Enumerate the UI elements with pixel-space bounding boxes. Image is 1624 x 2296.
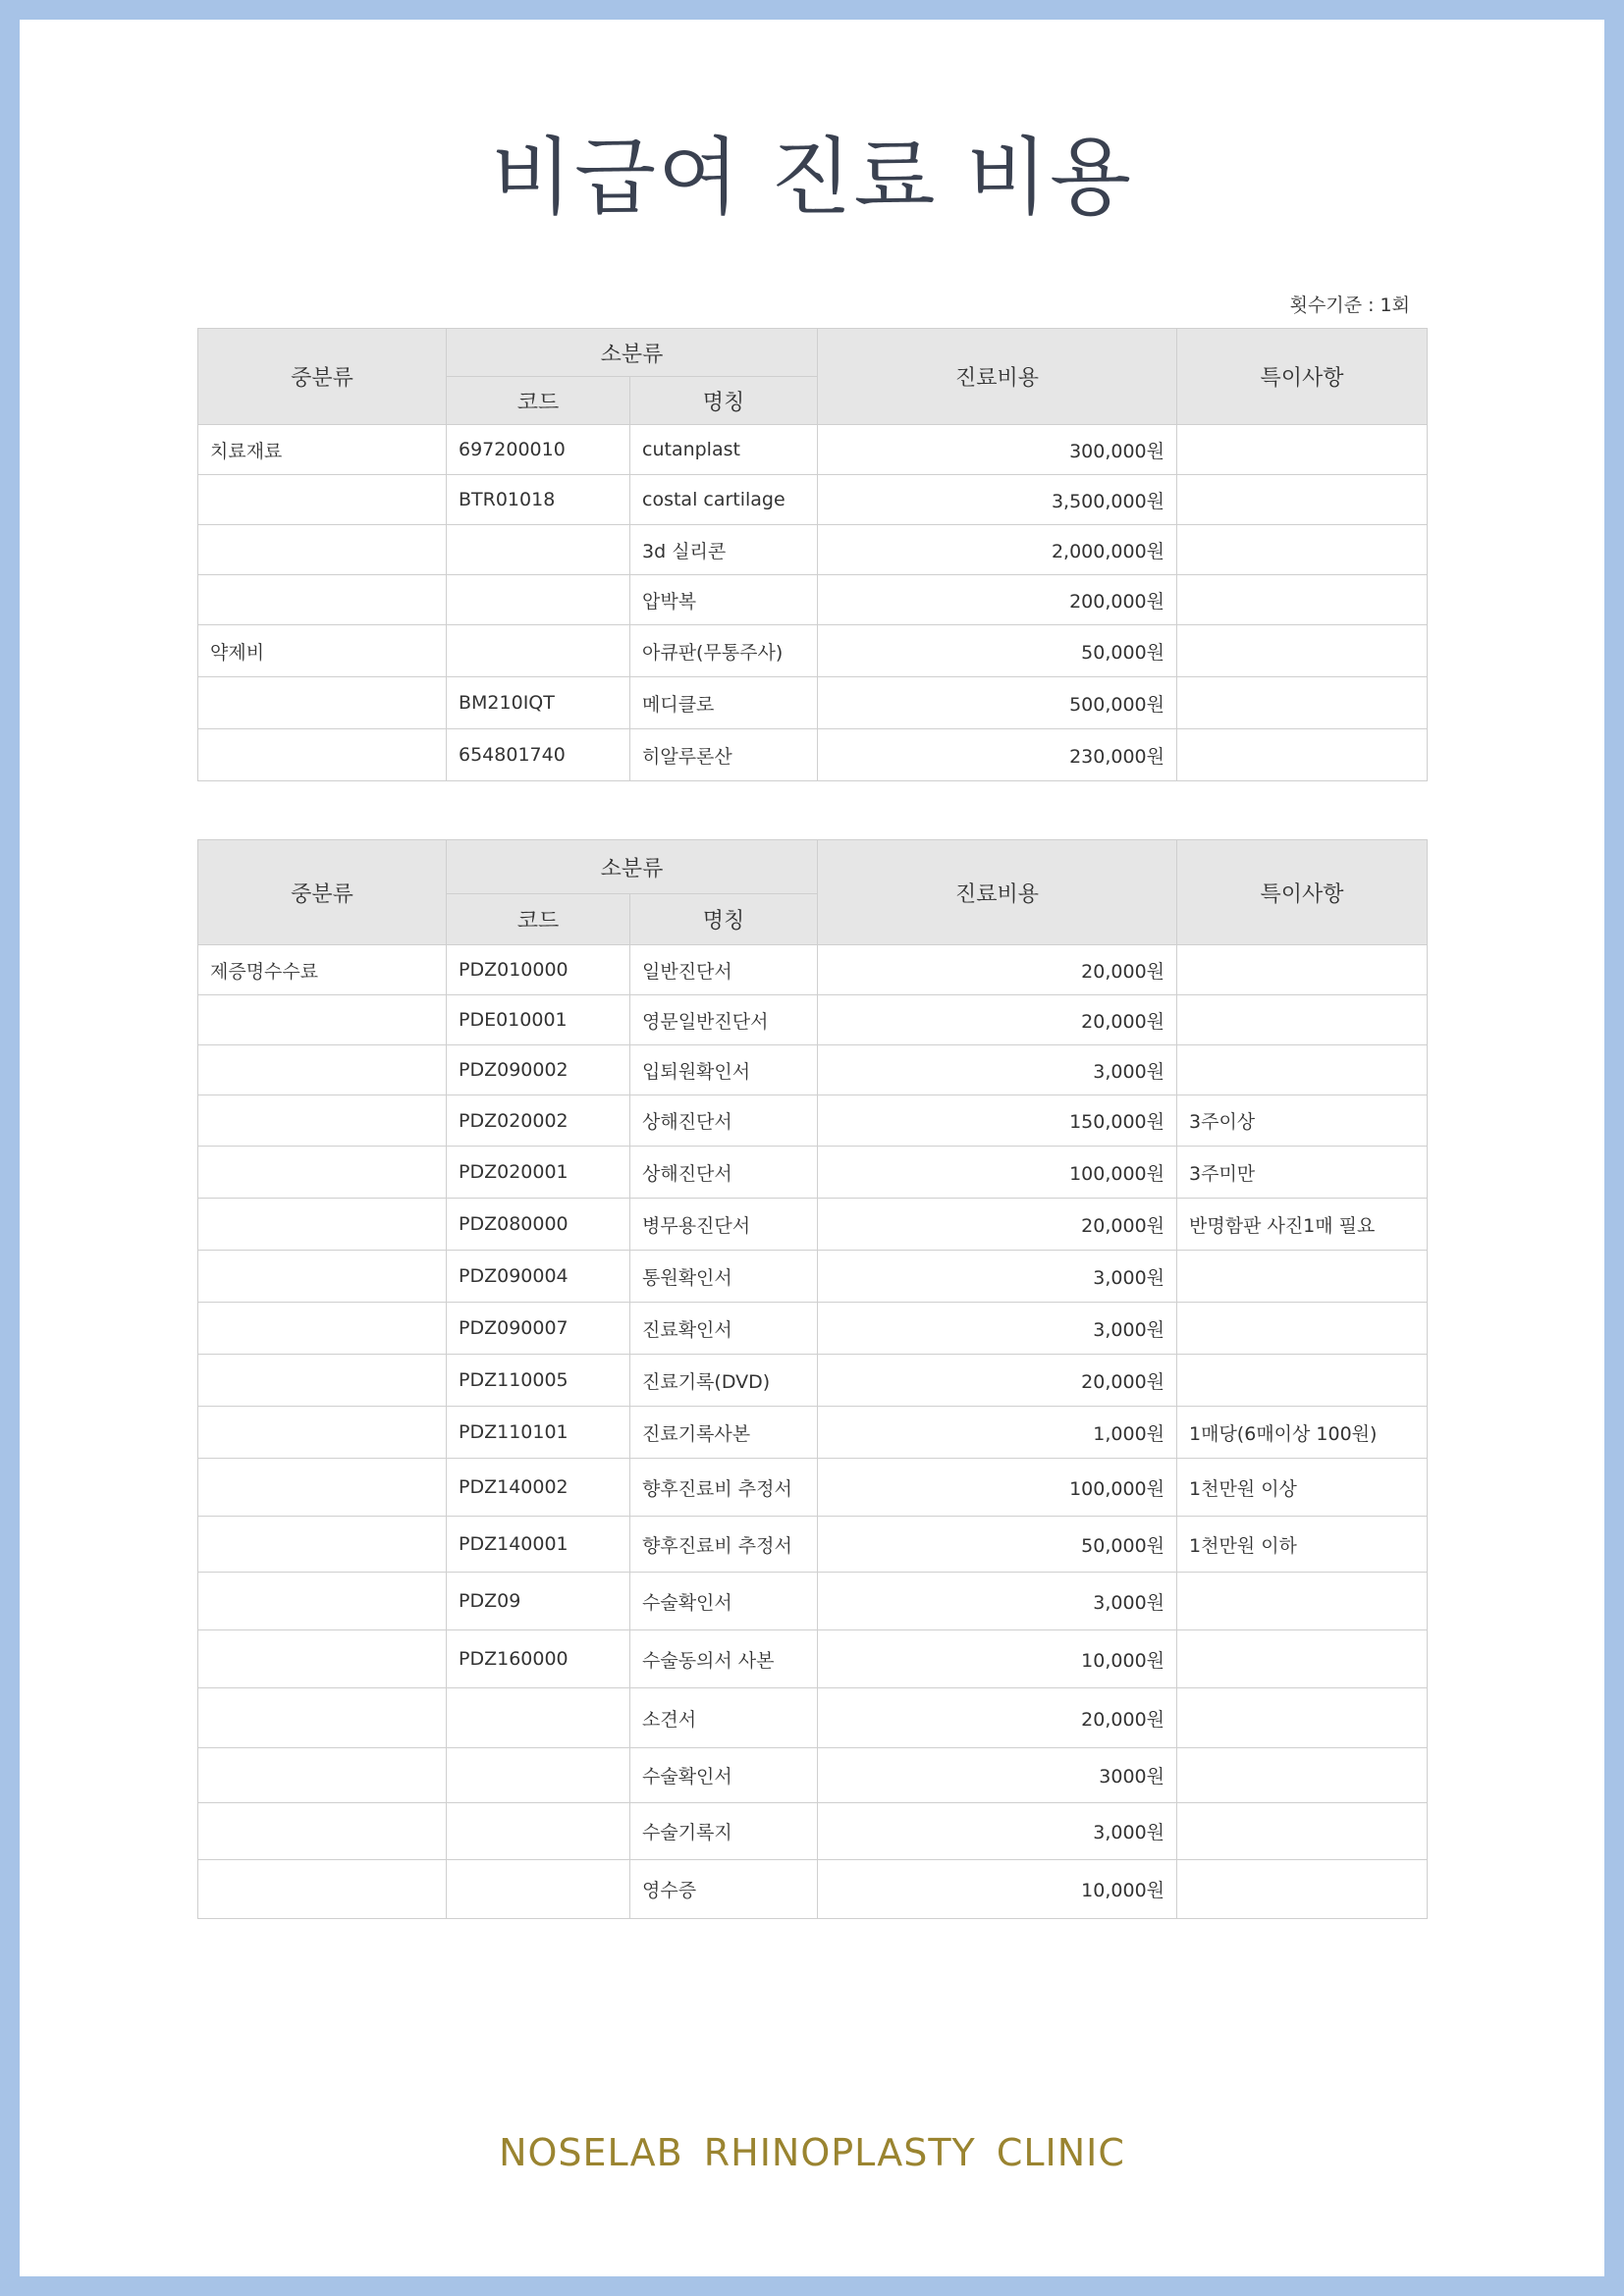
note-cell <box>1177 575 1428 625</box>
table-row <box>198 1688 1428 1748</box>
name-cell: 3d 실리콘 <box>630 525 818 575</box>
table-row <box>198 1860 1428 1919</box>
name-cell: 진료기록사본 <box>630 1407 818 1459</box>
code-cell: 697200010 <box>447 425 630 475</box>
header-note: 특이사항 <box>1177 840 1428 945</box>
code-cell: PDZ020001 <box>447 1147 630 1199</box>
header-note: 특이사항 <box>1177 329 1428 425</box>
code-cell <box>447 1860 630 1919</box>
count-basis-note: 횟수기준 : 1회 <box>1289 294 1410 316</box>
category-cell <box>198 1251 447 1303</box>
name-cell: 아큐판(무통주사) <box>630 625 818 677</box>
cost-cell: 10,000원 <box>818 1630 1177 1688</box>
code-cell: PDZ090002 <box>447 1045 630 1095</box>
name-cell: 영문일반진단서 <box>630 995 818 1045</box>
header-cost: 진료비용 <box>818 329 1177 425</box>
code-cell <box>447 525 630 575</box>
table-row <box>198 1573 1428 1630</box>
category-cell: 약제비 <box>198 625 447 677</box>
code-cell <box>447 1748 630 1803</box>
table-row <box>198 1355 1428 1407</box>
cost-cell: 3,000원 <box>818 1803 1177 1860</box>
header-code: 코드 <box>447 377 630 425</box>
name-cell: 통원확인서 <box>630 1251 818 1303</box>
category-cell <box>198 1860 447 1919</box>
note-cell <box>1177 1045 1428 1095</box>
name-cell: 수술확인서 <box>630 1748 818 1803</box>
code-cell: PDE010001 <box>447 995 630 1045</box>
code-cell: BTR01018 <box>447 475 630 525</box>
note-cell <box>1177 1355 1428 1407</box>
cost-cell: 10,000원 <box>818 1860 1177 1919</box>
note-cell <box>1177 677 1428 729</box>
table-row <box>198 1045 1428 1095</box>
name-cell: 히알루론산 <box>630 729 818 781</box>
table-row <box>198 729 1428 781</box>
name-cell: 입퇴원확인서 <box>630 1045 818 1095</box>
code-cell: PDZ160000 <box>447 1630 630 1688</box>
code-cell <box>447 625 630 677</box>
note-cell <box>1177 525 1428 575</box>
name-cell: 일반진단서 <box>630 945 818 995</box>
page-title: 비급여 진료 비용 <box>490 129 1134 227</box>
note-cell <box>1177 1251 1428 1303</box>
category-cell <box>198 1459 447 1517</box>
category-cell <box>198 1147 447 1199</box>
table-row <box>198 1095 1428 1147</box>
cost-cell: 500,000원 <box>818 677 1177 729</box>
header-subcategory: 소분류 <box>447 840 818 894</box>
header-category: 중분류 <box>198 329 447 425</box>
name-cell: 상해진단서 <box>630 1095 818 1147</box>
header-category: 중분류 <box>198 840 447 945</box>
category-cell <box>198 1303 447 1355</box>
cost-cell: 20,000원 <box>818 995 1177 1045</box>
code-cell: PDZ140001 <box>447 1517 630 1573</box>
cost-cell: 20,000원 <box>818 1199 1177 1251</box>
cost-cell: 1,000원 <box>818 1407 1177 1459</box>
category-cell <box>198 1199 447 1251</box>
table-row <box>198 1459 1428 1517</box>
table-row <box>198 677 1428 729</box>
code-cell: PDZ110005 <box>447 1355 630 1407</box>
cost-cell: 100,000원 <box>818 1459 1177 1517</box>
note-cell <box>1177 1303 1428 1355</box>
name-cell: 수술확인서 <box>630 1573 818 1630</box>
table-row <box>198 625 1428 677</box>
name-cell: 영수증 <box>630 1860 818 1919</box>
category-cell <box>198 677 447 729</box>
cost-cell: 20,000원 <box>818 945 1177 995</box>
note-cell: 1매당(6매이상 100원) <box>1177 1407 1428 1459</box>
name-cell: 수술동의서 사본 <box>630 1630 818 1688</box>
cost-cell: 3,500,000원 <box>818 475 1177 525</box>
name-cell: 압박복 <box>630 575 818 625</box>
fee-table-certificates <box>197 839 1428 1919</box>
table-body <box>198 425 1428 781</box>
category-cell <box>198 1045 447 1095</box>
note-cell <box>1177 945 1428 995</box>
category-cell <box>198 1748 447 1803</box>
name-cell: 진료기록(DVD) <box>630 1355 818 1407</box>
note-cell <box>1177 1573 1428 1630</box>
name-cell: 상해진단서 <box>630 1147 818 1199</box>
note-cell <box>1177 729 1428 781</box>
category-cell <box>198 1573 447 1630</box>
note-cell: 3주이상 <box>1177 1095 1428 1147</box>
name-cell: 병무용진단서 <box>630 1199 818 1251</box>
cost-cell: 2,000,000원 <box>818 525 1177 575</box>
table-row <box>198 995 1428 1045</box>
table-row <box>198 1630 1428 1688</box>
cost-cell: 150,000원 <box>818 1095 1177 1147</box>
header-code: 코드 <box>447 894 630 945</box>
cost-cell: 3000원 <box>818 1748 1177 1803</box>
cost-cell: 100,000원 <box>818 1147 1177 1199</box>
note-cell: 1천만원 이하 <box>1177 1517 1428 1573</box>
cost-cell: 230,000원 <box>818 729 1177 781</box>
name-cell: 향후진료비 추정서 <box>630 1517 818 1573</box>
name-cell: 소견서 <box>630 1688 818 1748</box>
table-row <box>198 575 1428 625</box>
header-subcategory: 소분류 <box>447 329 818 377</box>
category-cell <box>198 1517 447 1573</box>
table-row <box>198 475 1428 525</box>
code-cell: PDZ020002 <box>447 1095 630 1147</box>
table-row <box>198 525 1428 575</box>
category-cell <box>198 1803 447 1860</box>
header-cost: 진료비용 <box>818 840 1177 945</box>
name-cell: 진료확인서 <box>630 1303 818 1355</box>
note-cell <box>1177 625 1428 677</box>
note-cell <box>1177 1860 1428 1919</box>
table-row <box>198 1147 1428 1199</box>
name-cell: 수술기록지 <box>630 1803 818 1860</box>
category-cell: 제증명수수료 <box>198 945 447 995</box>
table-body <box>198 945 1428 1919</box>
category-cell <box>198 525 447 575</box>
code-cell: PDZ090007 <box>447 1303 630 1355</box>
header-name: 명칭 <box>630 894 818 945</box>
clinic-name-footer: NOSELAB RHINOPLASTY CLINIC <box>499 2131 1125 2174</box>
cost-cell: 50,000원 <box>818 1517 1177 1573</box>
code-cell: PDZ010000 <box>447 945 630 995</box>
cost-cell: 3,000원 <box>818 1303 1177 1355</box>
table-row <box>198 425 1428 475</box>
note-cell: 1천만원 이상 <box>1177 1459 1428 1517</box>
cost-cell: 20,000원 <box>818 1355 1177 1407</box>
note-cell: 3주미만 <box>1177 1147 1428 1199</box>
table-row <box>198 945 1428 995</box>
cost-cell: 50,000원 <box>818 625 1177 677</box>
header-name: 명칭 <box>630 377 818 425</box>
note-cell <box>1177 1803 1428 1860</box>
cost-cell: 20,000원 <box>818 1688 1177 1748</box>
note-cell <box>1177 995 1428 1045</box>
code-cell <box>447 1803 630 1860</box>
table-row <box>198 1748 1428 1803</box>
note-cell <box>1177 1748 1428 1803</box>
table-row <box>198 1803 1428 1860</box>
code-cell: BM210IQT <box>447 677 630 729</box>
note-cell <box>1177 475 1428 525</box>
name-cell: cutanplast <box>630 425 818 475</box>
note-cell <box>1177 1688 1428 1748</box>
cost-cell: 300,000원 <box>818 425 1177 475</box>
table-row <box>198 1517 1428 1573</box>
table-row <box>198 1407 1428 1459</box>
code-cell: 654801740 <box>447 729 630 781</box>
cost-cell: 3,000원 <box>818 1573 1177 1630</box>
table-row <box>198 1199 1428 1251</box>
category-cell <box>198 1630 447 1688</box>
note-cell <box>1177 425 1428 475</box>
category-cell <box>198 575 447 625</box>
code-cell: PDZ080000 <box>447 1199 630 1251</box>
cost-cell: 200,000원 <box>818 575 1177 625</box>
name-cell: costal cartilage <box>630 475 818 525</box>
name-cell: 향후진료비 추정서 <box>630 1459 818 1517</box>
cost-cell: 3,000원 <box>818 1251 1177 1303</box>
code-cell: PDZ09 <box>447 1573 630 1630</box>
category-cell <box>198 1095 447 1147</box>
category-cell <box>198 1688 447 1748</box>
note-cell: 반명함판 사진1매 필요 <box>1177 1199 1428 1251</box>
table-row <box>198 1251 1428 1303</box>
code-cell <box>447 1688 630 1748</box>
category-cell <box>198 475 447 525</box>
cost-cell: 3,000원 <box>818 1045 1177 1095</box>
category-cell <box>198 1355 447 1407</box>
document-page <box>20 20 1604 2276</box>
category-cell <box>198 1407 447 1459</box>
category-cell <box>198 995 447 1045</box>
table-row <box>198 1303 1428 1355</box>
code-cell: PDZ090004 <box>447 1251 630 1303</box>
category-cell <box>198 729 447 781</box>
code-cell: PDZ110101 <box>447 1407 630 1459</box>
category-cell: 치료재료 <box>198 425 447 475</box>
code-cell: PDZ140002 <box>447 1459 630 1517</box>
fee-table-materials <box>197 328 1428 781</box>
name-cell: 메디클로 <box>630 677 818 729</box>
note-cell <box>1177 1630 1428 1688</box>
code-cell <box>447 575 630 625</box>
